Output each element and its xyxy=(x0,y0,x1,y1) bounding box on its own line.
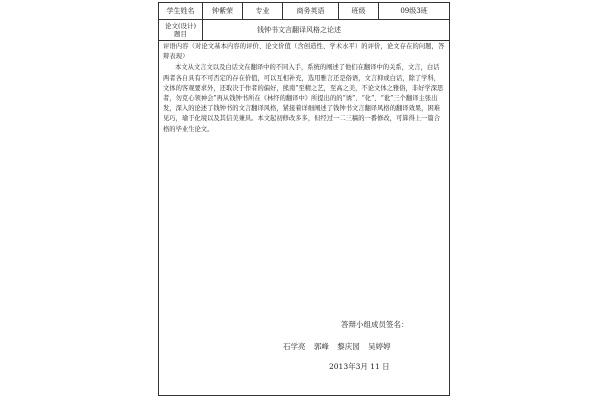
signature-name: 石学亮 xyxy=(283,342,306,351)
signature-name: 黎庆园 xyxy=(337,342,360,351)
student-info-row xyxy=(159,3,449,20)
thesis-title-label xyxy=(159,19,203,40)
signature-name: 郭峰 xyxy=(313,342,329,351)
evaluation-form xyxy=(158,2,450,396)
class-value: 09级3班 xyxy=(400,7,428,15)
thesis-label-line2: 题目 xyxy=(174,29,187,38)
major-label: 专业 xyxy=(243,3,283,19)
class-label: 班级 xyxy=(339,3,379,19)
thesis-label-line1: 论文(设计) xyxy=(164,21,197,30)
signature-label: 答辩小组成员签名： xyxy=(341,320,409,329)
thesis-title-value: 钱钟书文言翻译风格之论述 xyxy=(257,25,341,34)
signature-names xyxy=(283,341,391,352)
student-name-value: 钟紫荣 xyxy=(203,3,243,19)
review-body: 本文从文言文以及白话文在翻译中的不同入手，系统的阐述了他们在翻译中的关系，文言，白话两者各自具有不可否定的存在价值，可以互相补充，选用雅言还是俗语，文言抑或白话，除了学科，文体的客观要求外，还取决于作者的偏好，熊南“至精之艺，至高之美，不论文体之雅俗，非好学深思者，勿克心领神会”再从钱钟书所在《林纾的翻译中》所提出的的“诱”、“化”、“讹”三个翻译主张出发，深入的论述了钱钟书的文言翻译风格，紧接着详细阐述了钱钟书文言翻译风格的翻译效果，困难见巧，瑜于化境以及其信美兼具。本文起初修改多多，但经过一二三稿的一番修改，可算得上一篇合格的毕业生论文。 xyxy=(163,64,444,133)
student-name-label: 学生姓名 xyxy=(159,3,203,19)
signature-name: 吴婷婷 xyxy=(368,342,391,351)
review-content xyxy=(163,42,445,135)
major-value: 商务英语 xyxy=(283,3,339,19)
thesis-title-row xyxy=(159,19,449,41)
signature-date: 2013年3月 11 日 xyxy=(329,362,390,371)
review-heading: 评语内容（对论文基本内容的评价、论文价值（含创造性、学术水平）的评价，论文存在的问题，答辩表现） xyxy=(163,43,445,61)
